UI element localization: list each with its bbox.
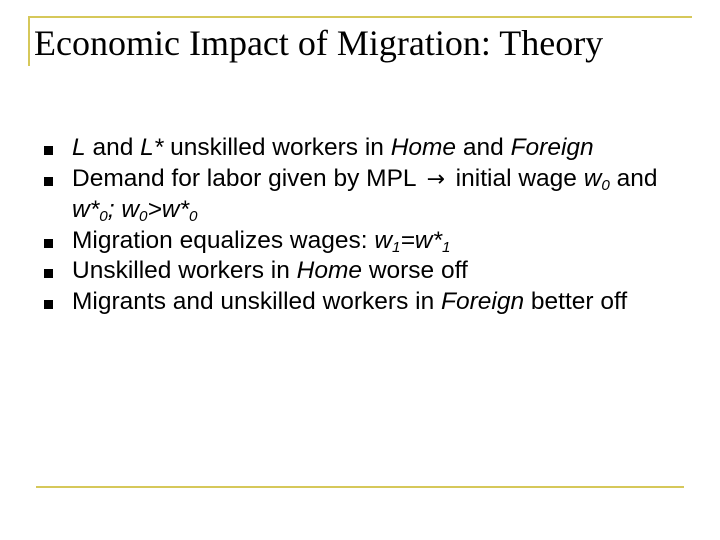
bullet-text: Demand for labor given by MPL → initial wage $w_0$ and $w*_0$; $w_0>w*_0$	[72, 164, 658, 225]
square-bullet-icon	[44, 239, 53, 248]
bullet-text: Unskilled workers in Home worse off	[72, 257, 468, 284]
bullet-item	[40, 164, 680, 226]
bullet-text: L and L* unskilled workers in Home and Foreign	[72, 134, 594, 161]
square-bullet-icon	[44, 146, 53, 155]
left-rule	[28, 16, 30, 66]
square-bullet-icon	[44, 177, 53, 186]
bullet-list	[40, 133, 680, 317]
square-bullet-icon	[44, 300, 53, 309]
bottom-rule	[36, 486, 684, 488]
slide-title: Economic Impact of Migration: Theory	[34, 23, 604, 63]
square-bullet-icon	[44, 269, 53, 278]
bullet-text: Migrants and unskilled workers in Foreign better off	[72, 287, 628, 315]
bullet-item	[40, 256, 680, 287]
bullet-item	[40, 133, 680, 164]
right-arrow-icon: →	[426, 166, 445, 192]
bullet-text: Migration equalizes wages: $w_1=w*_1$	[72, 226, 451, 256]
top-rule	[28, 16, 692, 18]
bullet-item	[40, 287, 680, 318]
bullet-item	[40, 226, 680, 257]
